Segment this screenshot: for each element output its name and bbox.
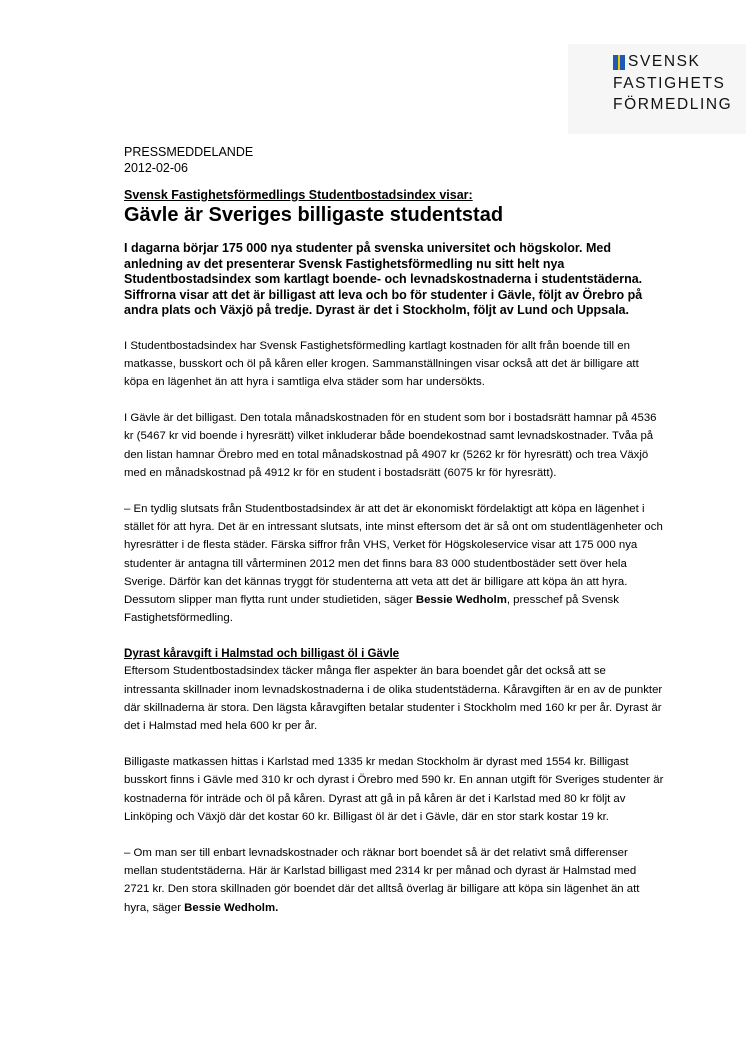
spokesperson-name: Bessie Wedholm [415, 593, 507, 606]
lead-paragraph: I dagarna börjar 175 000 nya studenter på svenska universitet och högskolor. Med anledning av det presenterar Svensk Fastighetsförmedling nu sitt helt nya Studentbostadsindex som kartlagt boende- och levnadskostnaderna i studentstäderna. Siffrorna visar att det är billigast att leva och bo för studenter i Gävle, följt av Örebro på andra plats och Växjö på tredje. Dyrast är det i Stockholm, följt av Lund och Uppsala. [124, 241, 643, 317]
body-paragraph-5: Billigaste matkassen hittas i Karlstad med 1335 kr medan Stockholm är dyrast med 1554 kr. Billigast busskort finns i Gävle med 310 kr och dyrast i Örebro med 590 kr. En annan utgift för Sveriges studenter är kostnaderna för inträde och öl på kåren. Dyrast att gå in på kåren är det i Karlstad med 80 kr följt av Linköping och Växjö där det kostar 60 kr. Billigast öl är det i Gävle, där en stor stark kostar 19 kr. [124, 756, 664, 823]
release-date: 2012-02-06 [124, 161, 188, 175]
logo-line-2: FASTIGHETS [613, 75, 726, 92]
press-release [124, 144, 664, 935]
spokesperson-name: Bessie Wedholm. [184, 901, 279, 914]
body-paragraph-4: Eftersom Studentbostadsindex täcker många fler aspekter än bara boendet går det också att se intressanta skillnader inom levnadskostnaderna i de olika studentstäderna. Kåravgiften är en av de punkter där skillnaderna är stora. Den lägsta kåravgiften betalar studenter i Stockholm med 160 kr per år. Dyrast är det i Halmstad med hela 600 kr per år. [124, 665, 663, 732]
body-paragraph-2: I Gävle är det billigast. Den totala månadskostnaden för en student som bor i bostadsrätt hamnar på 4536 kr (5467 kr vid boende i hyresrätt) vilket inkluderar både boendekostnad samt levnadskostnader. Tvåa på den listan hamnar Örebro med en total månadskostnad på 4907 kr (5262 kr för hyresrätt) och trea Växjö med en månadskostnad på 4912 kr för en student i bostadsrätt (6075 kr för hyresrätt). [124, 412, 657, 479]
body-paragraph-3 [124, 500, 664, 627]
spokesperson-title: , presschef på Svensk Fastighetsförmedling. [124, 593, 619, 625]
body-paragraph-1: I Studentbostadsindex har Svensk Fastighetsförmedling kartlagt kostnaden för allt från boende till en matkasse, busskort och öl på kåren eller krogen. Sammanställningen visar också att det är billigare att köpa en lägenhet än att hyra i samtliga elva städer som har undersökts. [124, 339, 639, 388]
document-type-label: PRESSMEDDELANDE [124, 145, 254, 159]
article-headline: Gävle är Sveriges billigaste studentstad [124, 204, 504, 226]
quote-text: – Om man ser till enbart levnadskostnader och räknar bort boendet så är det relativt små differenser mellan studentstäderna. Här är Karlstad billigast med 2314 kr per månad och dyrast är Halmstad med 2721 kr. Den stora skillnaden gör boendet där det alltså överlag är billigare att köpa sin lägenhet än att hyra, säger [124, 846, 640, 914]
article-kicker: Svensk Fastighetsförmedlings Studentbostadsindex visar: [124, 188, 473, 202]
section-subheading: Dyrast kåravgift i Halmstad och billigast öl i Gävle [124, 647, 400, 661]
logo-line-3: FÖRMEDLING [613, 96, 733, 113]
company-logo [568, 44, 746, 134]
quote-text: – En tydlig slutsats från Studentbostadsindex är att det är ekonomiskt fördelaktigt att köpa en lägenhet i stället för att hyra. Det är en intressant slutsats, inte minst eftersom det är så ont om studentlägenheter och hyresrätter i de flesta städer. Färska siffror från VHS, Verket för Högskoleservice visar att 175 000 nya studenter är antagna till vårterminen 2012 men det finns bara 83 000 studentbostäder sett över hela Sverige. Därför kan det kännas tryggt för studenterna att veta att det är billigare att köpa än att hyra. Dessutom slipper man flytta runt under studietiden, säger [124, 502, 663, 606]
swedish-flag-icon [613, 55, 625, 70]
body-paragraph-6 [124, 844, 664, 917]
logo-line-1: SVENSK [628, 53, 701, 70]
